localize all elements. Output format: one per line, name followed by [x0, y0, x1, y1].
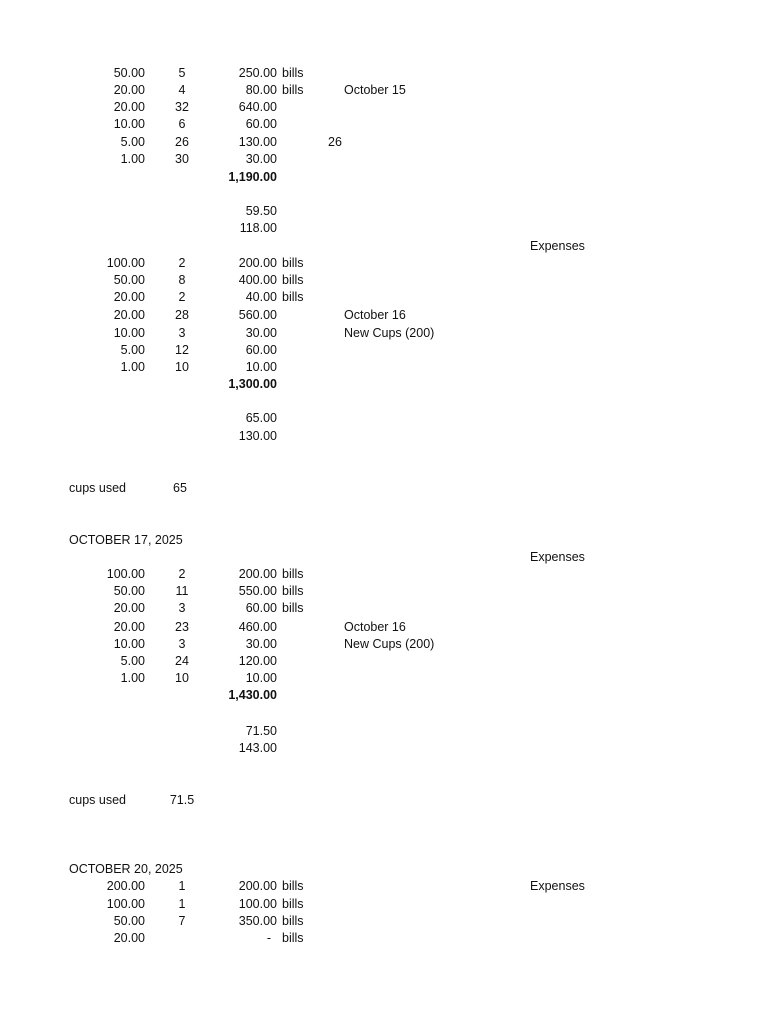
- denomination-cell: 1.00: [120, 360, 145, 374]
- denomination-cell: 1.00: [120, 671, 145, 685]
- count-cell: 3: [178, 637, 186, 651]
- denomination-cell: 50.00: [113, 273, 145, 287]
- amount-cell: 550.00: [238, 584, 277, 598]
- denomination-cell: 1.00: [120, 152, 145, 166]
- denomination-cell: 50.00: [113, 914, 145, 928]
- count-cell: 2: [178, 256, 186, 270]
- date-note-cell: October 15: [344, 83, 406, 97]
- tag-cell: bills: [282, 914, 304, 928]
- count-cell: 3: [178, 601, 186, 615]
- count-cell: 4: [178, 83, 186, 97]
- amount-cell: 40.00: [245, 290, 277, 304]
- amount-cell: 60.00: [245, 601, 277, 615]
- denomination-cell: 10.00: [113, 326, 145, 340]
- denomination-cell: 20.00: [113, 931, 145, 945]
- amount-cell: 10.00: [245, 360, 277, 374]
- tag-cell: bills: [282, 66, 304, 80]
- expenses-label: Expenses: [530, 239, 585, 253]
- tag-cell: bills: [282, 931, 304, 945]
- amount-cell: 130.00: [238, 135, 277, 149]
- count-cell: 24: [175, 654, 189, 668]
- count-cell: 10: [175, 671, 189, 685]
- cups-used-value: 65: [173, 481, 187, 495]
- amount-cell: 400.00: [238, 273, 277, 287]
- denomination-cell: 50.00: [113, 584, 145, 598]
- denomination-cell: 5.00: [120, 343, 145, 357]
- total-cell: 1,430.00: [228, 688, 277, 702]
- extra-value-cell: 65.00: [245, 411, 277, 425]
- denomination-cell: 20.00: [113, 601, 145, 615]
- count-cell: 28: [175, 308, 189, 322]
- extra-value-cell: 59.50: [245, 204, 277, 218]
- count-cell: 32: [175, 100, 189, 114]
- date-heading: OCTOBER 17, 2025: [69, 533, 183, 547]
- denomination-cell: 20.00: [113, 290, 145, 304]
- date-heading: OCTOBER 20, 2025: [69, 862, 183, 876]
- expenses-label: Expenses: [530, 879, 585, 893]
- cups-used-label: cups used: [69, 481, 126, 495]
- denomination-cell: 50.00: [113, 66, 145, 80]
- amount-cell: 250.00: [238, 66, 277, 80]
- count-cell: 26: [175, 135, 189, 149]
- extra-value-cell: 118.00: [239, 221, 277, 235]
- denomination-cell: 10.00: [113, 637, 145, 651]
- count-cell: 11: [175, 584, 189, 598]
- amount-cell: 640.00: [238, 100, 277, 114]
- amount-cell: 200.00: [238, 567, 277, 581]
- count-cell: 10: [175, 360, 189, 374]
- amount-cell: 30.00: [245, 637, 277, 651]
- count-cell: 8: [178, 273, 186, 287]
- amount-cell: 200.00: [238, 256, 277, 270]
- denomination-cell: 5.00: [120, 135, 145, 149]
- denomination-cell: 20.00: [113, 620, 145, 634]
- denomination-cell: 100.00: [106, 897, 145, 911]
- count-cell: 1: [178, 897, 186, 911]
- cups-used-label: cups used: [69, 793, 126, 807]
- tag-cell: bills: [282, 879, 304, 893]
- side-value-cell: 26: [328, 135, 342, 149]
- cups-used-value: 71.5: [169, 793, 195, 807]
- denomination-cell: 10.00: [113, 117, 145, 131]
- amount-cell: 560.00: [238, 308, 277, 322]
- denomination-cell: 20.00: [113, 308, 145, 322]
- amount-cell: 100.00: [238, 897, 277, 911]
- extra-value-cell: 130.00: [238, 429, 277, 443]
- amount-cell: 200.00: [238, 879, 277, 893]
- amount-cell: 350.00: [238, 914, 277, 928]
- amount-cell: 460.00: [238, 620, 277, 634]
- extra-value-cell: 71.50: [245, 724, 277, 738]
- tag-cell: bills: [282, 601, 304, 615]
- count-cell: 7: [178, 914, 186, 928]
- amount-cell: 120.00: [238, 654, 277, 668]
- tag-cell: bills: [282, 897, 304, 911]
- amount-cell: 30.00: [245, 326, 277, 340]
- count-cell: 6: [178, 117, 186, 131]
- amount-cell: 80.00: [245, 83, 277, 97]
- count-cell: 12: [175, 343, 189, 357]
- count-cell: 5: [178, 66, 186, 80]
- count-cell: 2: [178, 290, 186, 304]
- date-note-cell: October 16: [344, 308, 406, 322]
- amount-cell: 30.00: [245, 152, 277, 166]
- count-cell: 3: [178, 326, 186, 340]
- expense-note-cell: New Cups (200): [344, 637, 435, 651]
- total-cell: 1,190.00: [228, 170, 277, 184]
- tag-cell: bills: [282, 273, 304, 287]
- extra-value-cell: 143.00: [238, 741, 277, 755]
- tag-cell: bills: [282, 256, 304, 270]
- denomination-cell: 100.00: [106, 567, 145, 581]
- amount-cell: -: [266, 931, 271, 945]
- denomination-cell: 100.00: [106, 256, 145, 270]
- count-cell: 2: [178, 567, 186, 581]
- count-cell: 1: [178, 879, 186, 893]
- denomination-cell: 200.00: [106, 879, 145, 893]
- amount-cell: 60.00: [245, 117, 277, 131]
- tag-cell: bills: [282, 83, 304, 97]
- expense-note-cell: New Cups (200): [344, 326, 435, 340]
- amount-cell: 60.00: [245, 343, 277, 357]
- count-cell: 23: [175, 620, 189, 634]
- date-note-cell: October 16: [344, 620, 406, 634]
- tag-cell: bills: [282, 290, 304, 304]
- denomination-cell: 20.00: [113, 100, 145, 114]
- denomination-cell: 20.00: [113, 83, 145, 97]
- denomination-cell: 5.00: [120, 654, 145, 668]
- tag-cell: bills: [282, 567, 304, 581]
- amount-cell: 10.00: [245, 671, 277, 685]
- expenses-label: Expenses: [530, 550, 585, 564]
- count-cell: [160, 931, 204, 946]
- tag-cell: bills: [282, 584, 304, 598]
- total-cell: 1,300.00: [228, 377, 277, 391]
- count-cell: 30: [175, 152, 189, 166]
